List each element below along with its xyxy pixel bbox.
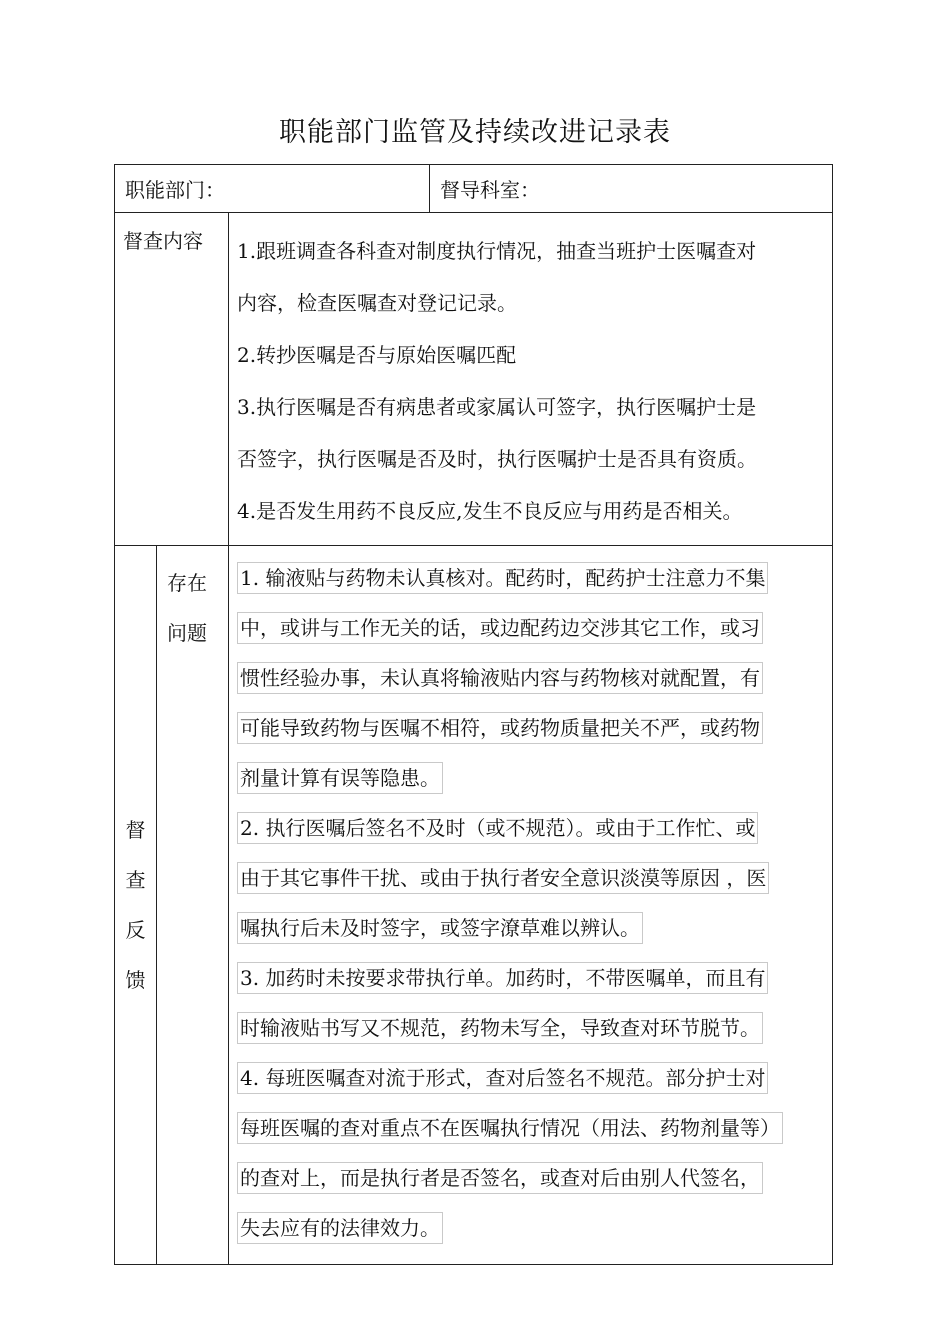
- dept-label: 职能部门：: [125, 178, 225, 202]
- feedback-label-char: 查: [125, 868, 146, 892]
- issue-line: [237, 604, 826, 650]
- issue-line: [237, 1054, 826, 1100]
- inspection-line: 1.跟班调查各科查对制度执行情况，抽查当班护士医嘱查对: [237, 239, 757, 263]
- issue-text: 3. 加药时未按要求带执行单。加药时，不带医嘱单，而且有: [237, 962, 768, 994]
- issue-text: 由于其它事件干扰、或由于执行者安全意识淡漠等原因 ，医: [237, 862, 769, 894]
- issue-line: [237, 804, 826, 850]
- feedback-label-cell: [115, 546, 157, 1265]
- issue-line: [237, 654, 826, 700]
- inspection-row: [115, 213, 833, 546]
- issue-line: [237, 754, 826, 800]
- inspection-line: 4.是否发生用药不良反应,发生不良反应与用药是否相关。: [237, 499, 743, 523]
- inspection-label: 督查内容: [123, 229, 203, 253]
- inspection-line: 否签字，执行医嘱是否及时，执行医嘱护士是否具有资质。: [237, 447, 757, 471]
- issue-text: 剂量计算有误等隐患。: [237, 762, 443, 794]
- issue-text: 每班医嘱的查对重点不在医嘱执行情况（用法、药物剂量等）: [237, 1112, 783, 1144]
- issue-text: 时输液贴书写又不规范，药物未写全，导致查对环节脱节。: [237, 1012, 763, 1044]
- issue-text: 惯性经验办事，未认真将输液贴内容与药物核对就配置，有: [237, 662, 763, 694]
- feedback-label-char: 馈: [125, 968, 146, 992]
- dept-label-cell: [115, 165, 430, 213]
- issue-line: [237, 1004, 826, 1050]
- issue-line: [237, 904, 826, 950]
- issue-line: [237, 954, 826, 1000]
- page-title: 职能部门监管及持续改进记录表: [279, 117, 671, 148]
- issue-line: [237, 1104, 826, 1150]
- issue-line: [237, 704, 826, 750]
- issue-line: [237, 554, 826, 600]
- inspection-content: [229, 213, 833, 546]
- issues-content: [229, 546, 833, 1265]
- record-table: [114, 164, 833, 1265]
- issue-text: 4. 每班医嘱查对流于形式，查对后签名不规范。部分护士对: [237, 1062, 768, 1094]
- inspection-line: 3.执行医嘱是否有病患者或家属认可签字，执行医嘱护士是: [237, 395, 757, 419]
- issue-text: 失去应有的法律效力。: [237, 1212, 443, 1244]
- feedback-label: [124, 805, 148, 1005]
- issue-line: [237, 1154, 826, 1200]
- inspection-line: 内容，检查医嘱查对登记记录。: [237, 291, 517, 315]
- inspection-line: 2.转抄医嘱是否与原始医嘱匹配: [237, 343, 517, 367]
- issues-label-line: 存在: [167, 571, 207, 595]
- feedback-label-char: 督: [125, 818, 146, 842]
- feedback-label-char: 反: [125, 918, 146, 942]
- header-row: [115, 165, 833, 213]
- issue-text: 的查对上，而是执行者是否签名，或查对后由别人代签名，: [237, 1162, 763, 1194]
- issue-text: 可能导致药物与医嘱不相符，或药物质量把关不严，或药物: [237, 712, 763, 744]
- inspection-label-cell: [115, 213, 229, 546]
- feedback-row: [115, 546, 833, 1265]
- supervised-label: 督导科室：: [440, 178, 540, 202]
- issue-line: [237, 1204, 826, 1250]
- issue-text: 1. 输液贴与药物未认真核对。配药时，配药护士注意力不集: [237, 562, 768, 594]
- supervised-label-cell: [430, 165, 833, 213]
- issue-line: [237, 854, 826, 900]
- issue-text: 嘱执行后未及时签字，或签字潦草难以辨认。: [237, 912, 643, 944]
- issue-text: 中，或讲与工作无关的话，或边配药边交涉其它工作，或习: [237, 612, 763, 644]
- issue-text: 2. 执行医嘱后签名不及时（或不规范）。或由于工作忙、或: [237, 812, 758, 844]
- issues-label-line: 问题: [167, 621, 207, 645]
- issues-label-cell: [157, 546, 229, 1265]
